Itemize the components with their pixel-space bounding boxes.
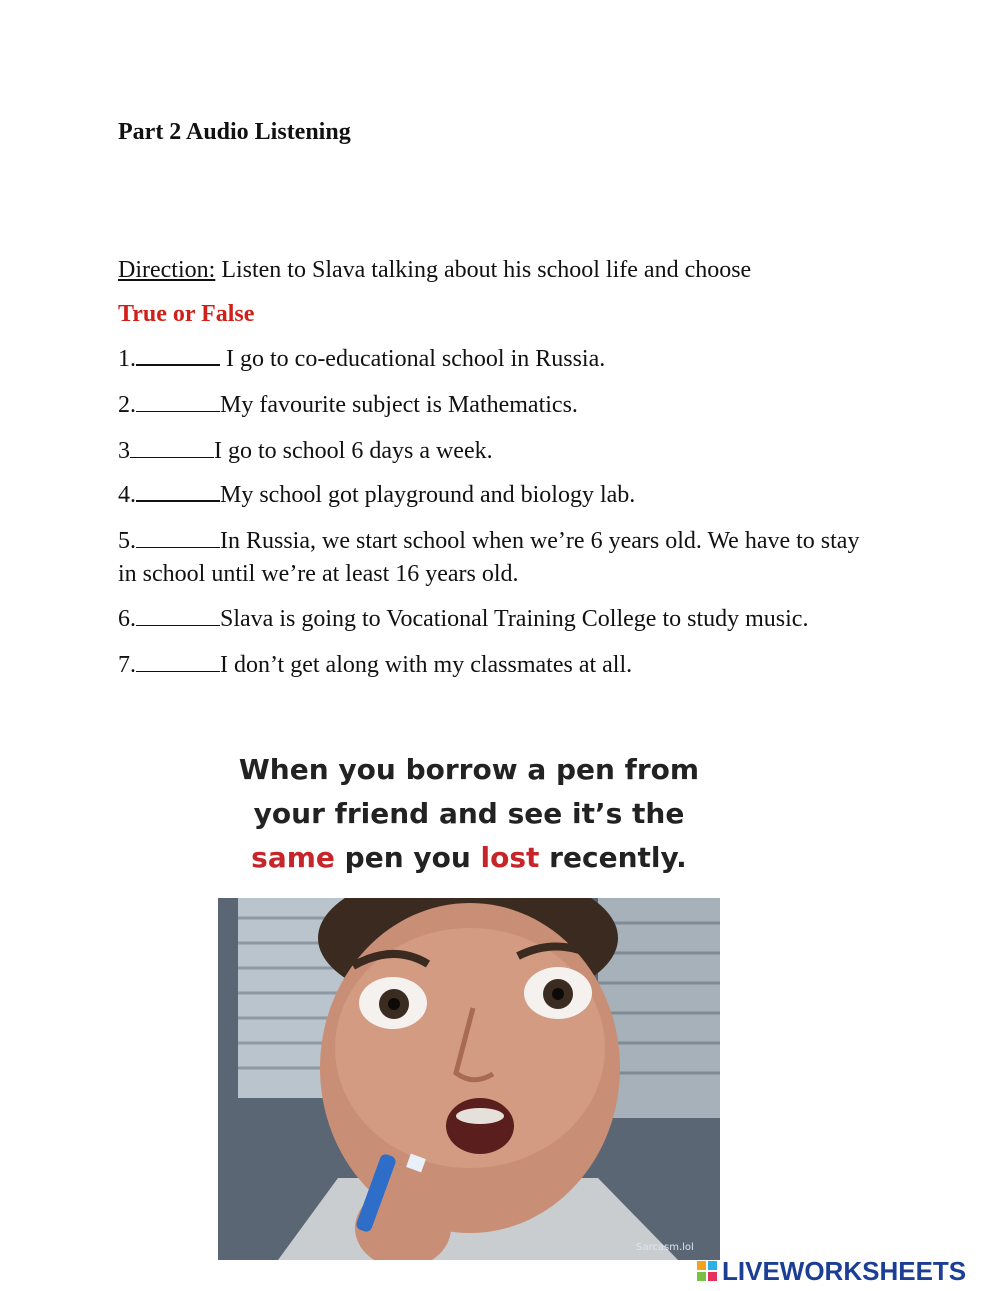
answer-type-heading: True or False [118, 301, 255, 327]
logo-blocks-icon [697, 1261, 717, 1281]
meme-caption-fragment: recently. [539, 841, 687, 874]
question-number: 7. [118, 652, 136, 678]
answer-blank[interactable] [136, 480, 220, 502]
question-text: Slava is going to Vocational Training College to study music. [220, 606, 809, 632]
answer-blank[interactable] [136, 391, 220, 412]
meme-photo [218, 898, 720, 1260]
meme-caption-line: When you borrow a pen from [238, 753, 700, 786]
meme-watermark: Sarcasm.lol [636, 1242, 694, 1253]
shocked-man-illustration [218, 898, 720, 1260]
question-text: In Russia, we start school when we’re 6 years old. We have to stay in school until we’re at least 16 years old. [118, 528, 860, 587]
direction [118, 256, 751, 284]
question-number: 4. [118, 482, 136, 508]
question-text: I go to co-educational school in Russia. [226, 346, 606, 372]
question-5 [118, 525, 878, 591]
meme-caption-line [218, 836, 720, 880]
answer-blank[interactable] [130, 437, 214, 458]
direction-label: Direction: [118, 257, 216, 283]
question-number: 5. [118, 528, 136, 554]
direction-text: Listen to Slava talking about his school life and choose [215, 257, 752, 283]
question-text: My school got playground and biology lab. [220, 482, 636, 508]
logo-wordmark: LIVEWORKSHEETS [722, 1255, 967, 1286]
question-6 [118, 603, 878, 636]
meme-word-lost: lost [480, 841, 540, 874]
meme-word-same: same [251, 841, 335, 874]
question-number: 2. [118, 392, 136, 418]
question-number: 3 [118, 438, 130, 464]
answer-blank[interactable] [136, 605, 220, 626]
question-2 [118, 389, 878, 422]
question-7 [118, 649, 878, 682]
answer-blank[interactable] [136, 527, 220, 548]
question-text: I go to school 6 days a week. [214, 438, 493, 464]
question-1 [118, 343, 878, 376]
question-3 [118, 435, 878, 468]
question-text: I don’t get along with my classmates at all. [220, 652, 633, 678]
meme-caption [218, 748, 720, 880]
meme-caption-fragment: pen you [334, 841, 481, 874]
question-number: 6. [118, 606, 136, 632]
question-4 [118, 479, 878, 512]
question-text: My favourite subject is Mathematics. [220, 392, 578, 418]
question-number: 1. [118, 346, 136, 372]
answer-blank[interactable] [136, 651, 220, 672]
answer-blank[interactable] [136, 344, 220, 366]
part-title: Part 2 Audio Listening [118, 119, 351, 145]
liveworksheets-logo [697, 1254, 966, 1288]
meme-caption-line: your friend and see it’s the [253, 797, 685, 830]
